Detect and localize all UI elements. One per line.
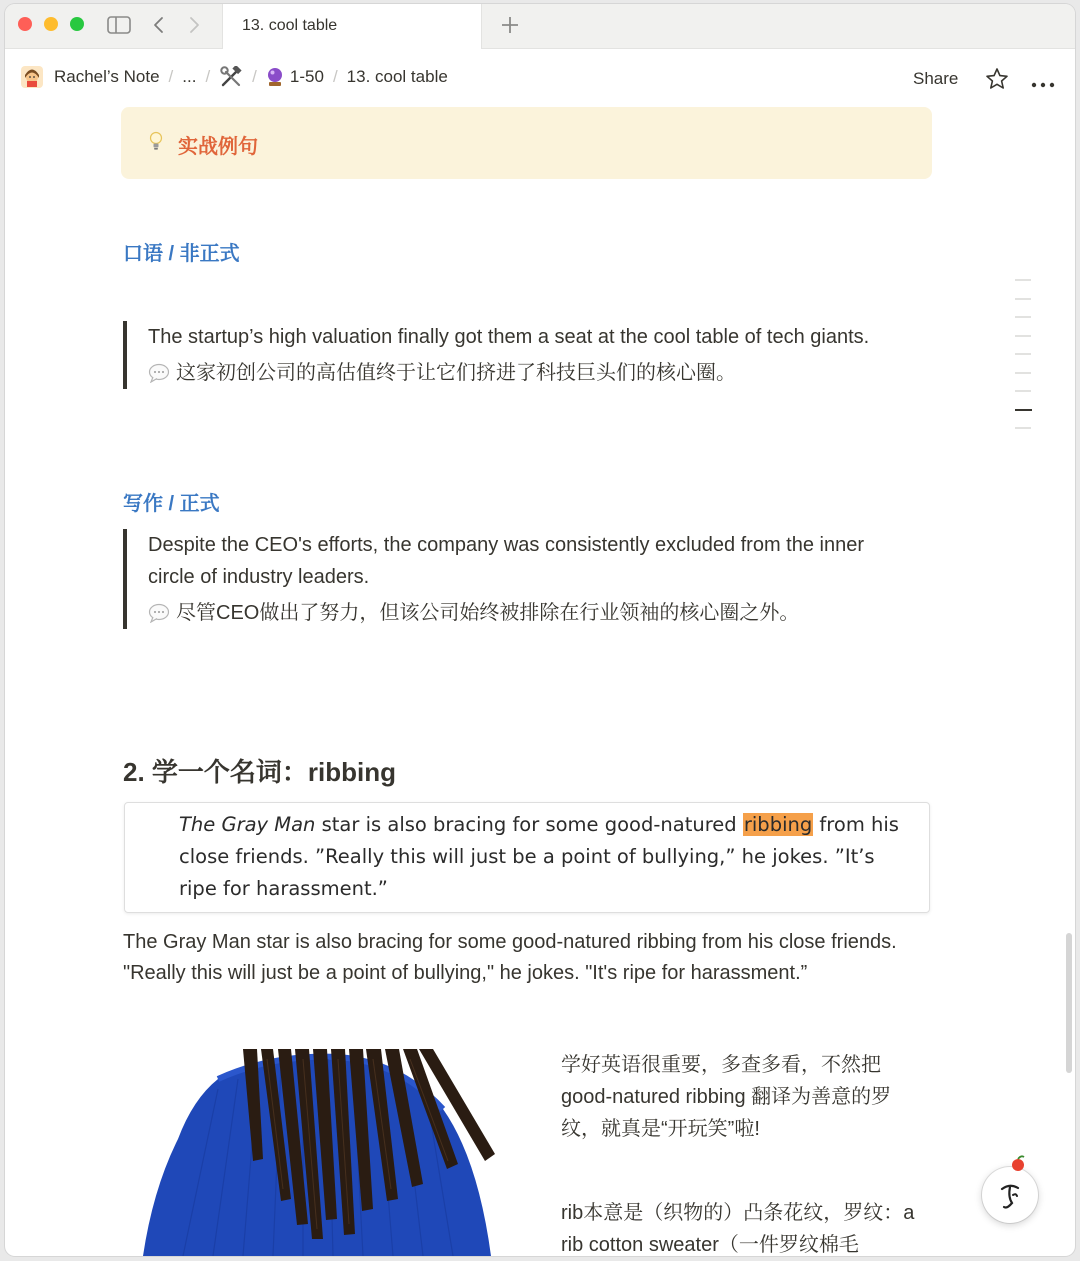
breadcrumb <box>21 65 448 89</box>
app-window <box>5 4 1075 1256</box>
toc-line[interactable] <box>1015 427 1031 429</box>
quote-image-card <box>124 802 930 913</box>
toc-line[interactable] <box>1015 316 1031 318</box>
forward-arrow-icon[interactable] <box>185 12 205 38</box>
card-title-italic: The Gray Man <box>179 813 316 836</box>
speech-bubble-icon <box>148 603 170 623</box>
quote-informal-chinese-row <box>148 357 888 389</box>
toc-line-active[interactable] <box>1015 409 1032 411</box>
quote-formal <box>123 529 888 629</box>
toc-line[interactable] <box>1015 372 1031 374</box>
toc-line[interactable] <box>1015 279 1031 281</box>
page-content <box>5 105 1075 1256</box>
breadcrumb-separator: / <box>205 67 211 86</box>
close-window-button[interactable] <box>18 17 32 31</box>
breadcrumb-separator: / <box>168 67 174 86</box>
breadcrumb-workspace-label: Rachel’s Note <box>54 67 160 86</box>
breadcrumb-tools[interactable] <box>219 66 243 88</box>
callout-block[interactable] <box>121 107 932 179</box>
tab-cool-table[interactable] <box>222 4 482 49</box>
crystal-ball-icon <box>266 67 284 87</box>
breadcrumb-separator: / <box>252 67 257 86</box>
assistant-face-icon <box>982 1167 1038 1223</box>
heading-informal: 口语 / 非正式 <box>123 243 240 265</box>
share-button[interactable]: Share <box>913 69 959 88</box>
side-note-1: 学好英语很重要，多查多看，不然把good-natured ribbing 翻译为善意的罗纹，就真是“开玩笑”啦! <box>561 1054 892 1140</box>
maximize-window-button[interactable] <box>70 17 84 31</box>
speech-bubble-icon <box>148 363 170 383</box>
toc-line[interactable] <box>1015 335 1031 337</box>
card-quote-text <box>179 809 899 905</box>
card-text-before: star is also bracing for some good-natured <box>315 813 743 836</box>
toc-line[interactable] <box>1015 298 1031 300</box>
toc-line[interactable] <box>1015 390 1031 392</box>
new-tab-plus-icon[interactable] <box>497 12 523 38</box>
quote-formal-english: Despite the CEO's efforts, the company was consistently excluded from the inner circle of industry leaders. <box>148 534 865 588</box>
favorite-star-icon[interactable] <box>985 67 1009 96</box>
quote-formal-chinese-row <box>148 597 888 629</box>
title-bar <box>5 4 1075 49</box>
quote-informal-english: The startup’s high valuation finally got them a seat at the cool table of tech giants. <box>148 326 870 348</box>
breadcrumb-bar <box>5 49 1075 105</box>
callout-text: 实战例句 <box>178 136 258 158</box>
scrollbar-thumb[interactable] <box>1066 933 1072 1073</box>
breadcrumb-workspace[interactable] <box>21 66 160 88</box>
breadcrumb-current-page[interactable]: 13. cool table <box>346 67 448 86</box>
avatar <box>21 66 43 88</box>
sweater-photo <box>123 1049 503 1256</box>
section-2-heading: 2. 学一个名词：ribbing <box>123 757 397 787</box>
toc-line[interactable] <box>1015 353 1031 355</box>
table-of-contents-minimap[interactable] <box>1015 279 1035 446</box>
heading-formal: 写作 / 正式 <box>123 493 220 515</box>
help-assistant-button[interactable] <box>982 1167 1038 1223</box>
minimize-window-button[interactable] <box>44 17 58 31</box>
sidebar-toggle-icon[interactable] <box>105 12 133 38</box>
quote-formal-chinese: 尽管CEO做出了努力，但该公司始终被排除在行业领袖的核心圈之外。 <box>176 602 800 624</box>
hammer-wrench-icon <box>219 66 243 88</box>
breadcrumb-separator: / <box>332 67 338 86</box>
english-paragraph: The Gray Man star is also bracing for some good-natured ribbing from his close friends. "Really this will just be a point of bullying," he jokes. "It's ripe for harassment.” <box>123 931 897 984</box>
tab-title: 13. cool table <box>242 17 338 34</box>
lightbulb-icon <box>149 131 163 156</box>
breadcrumb-section-label: 1-50 <box>289 67 324 86</box>
quote-informal-chinese: 这家初创公司的高估值终于让它们挤进了科技巨头们的核心圈。 <box>176 362 736 384</box>
back-arrow-icon[interactable] <box>148 12 168 38</box>
more-options-icon[interactable] <box>1031 75 1055 93</box>
breadcrumb-section[interactable] <box>266 67 324 87</box>
highlighted-word: ribbing <box>743 813 813 836</box>
side-note-2: rib本意是（织物的）凸条花纹，罗纹：a rib cotton sweater（一件罗纹棉毛 <box>561 1202 915 1256</box>
breadcrumb-ellipsis[interactable]: ... <box>182 67 197 86</box>
quote-informal <box>123 321 888 389</box>
card-text-after: from his close friends. ”Really this will just be a point of bullying,” he jokes. ”It’s ripe for harassment.” <box>179 813 899 900</box>
